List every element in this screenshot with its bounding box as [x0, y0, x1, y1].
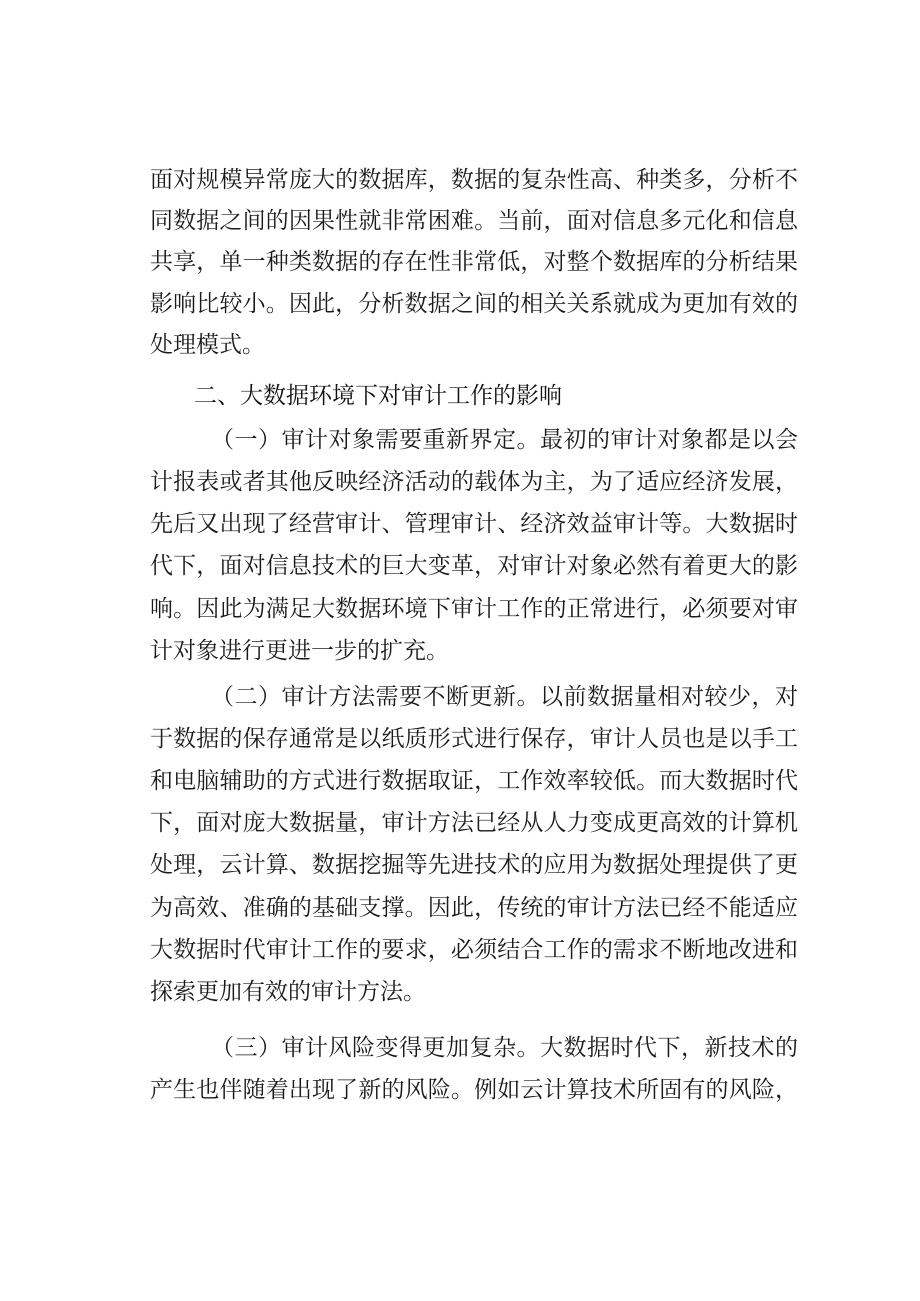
paragraph-line: 大数据时代审计工作的要求，必须结合工作的需求不断地改进和 — [150, 937, 798, 963]
paragraph-line: 共享，单一种类数据的存在性非常低，对整个数据库的分析结果 — [150, 249, 798, 275]
paragraph-line: 代下，面对信息技术的巨大变革，对审计对象必然有着更大的影 — [150, 553, 798, 579]
paragraph-line: 下，面对庞大数据量，审计方法已经从人力变成更高效的计算机 — [150, 810, 798, 836]
paragraph-line: 同数据之间的因果性就非常困难。当前，面对信息多元化和信息 — [150, 208, 798, 234]
section-heading: 二、大数据环境下对审计工作的影响 — [194, 383, 562, 409]
paragraph-line: 为高效、准确的基础支撑。因此，传统的审计方法已经不能适应 — [150, 895, 798, 921]
paragraph-line: 处理模式。 — [150, 332, 265, 358]
paragraph-line: 计报表或者其他反映经济活动的载体为主，为了适应经济发展， — [150, 469, 798, 495]
paragraph-line: 计对象进行更进一步的扩充。 — [150, 638, 449, 664]
paragraph-line: 于数据的保存通常是以纸质形式进行保存，审计人员也是以手工 — [150, 726, 798, 752]
paragraph-line: 先后又出现了经营审计、管理审计、经济效益审计等。大数据时 — [150, 511, 798, 537]
paragraph-line: 影响比较小。因此，分析数据之间的相关关系就成为更加有效的 — [150, 291, 798, 317]
paragraph-line: 和电脑辅助的方式进行数据取证，工作效率较低。而大数据时代 — [150, 768, 798, 794]
paragraph-line: 探索更加有效的审计方法。 — [150, 979, 426, 1005]
paragraph-line: 处理，云计算、数据挖掘等先进技术的应用为数据处理提供了更 — [150, 852, 798, 878]
paragraph-line: 响。因此为满足大数据环境下审计工作的正常进行，必须要对审 — [150, 596, 798, 622]
paragraph-line: （二）审计方法需要不断更新。以前数据量相对较少，对 — [211, 684, 798, 710]
paragraph-line: （三）审计风险变得更加复杂。大数据时代下，新技术的 — [211, 1035, 798, 1061]
paragraph-line: 产生也伴随着出现了新的风险。例如云计算技术所固有的风险， — [150, 1077, 798, 1103]
paragraph-line: 面对规模异常庞大的数据库，数据的复杂性高、种类多，分析不 — [150, 167, 798, 193]
paragraph-line: （一）审计对象需要重新界定。最初的审计对象都是以会 — [211, 427, 798, 453]
